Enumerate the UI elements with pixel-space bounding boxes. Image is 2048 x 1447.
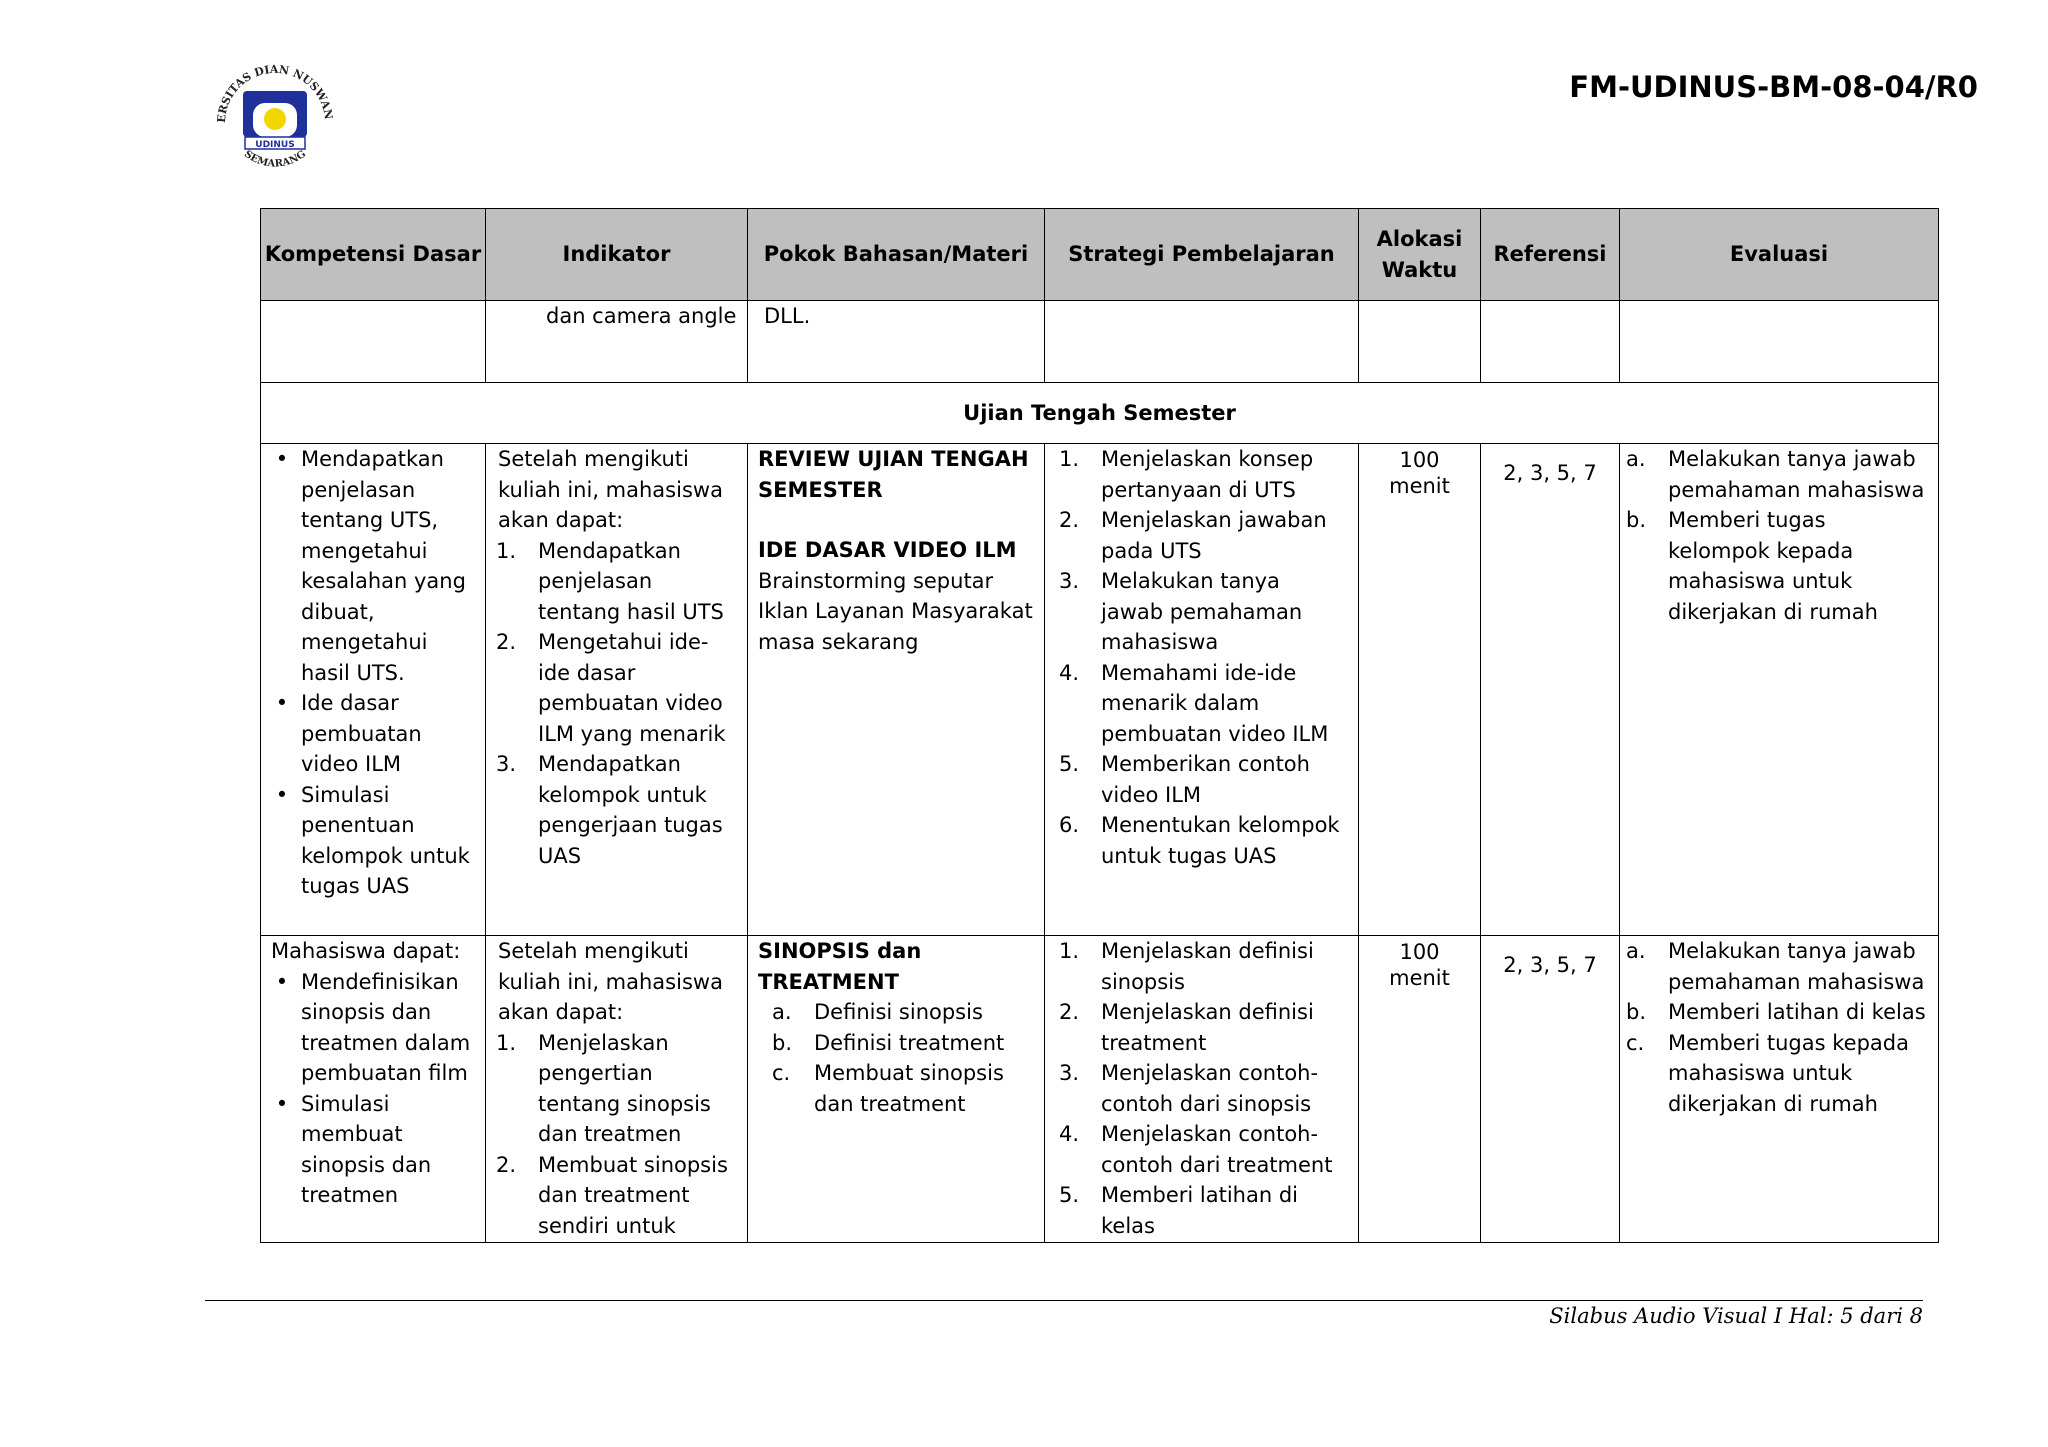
- list-item: 2. Menjelaskan jawaban pada UTS: [1059, 508, 1327, 563]
- header-kompetensi-dasar: Kompetensi Dasar: [261, 209, 486, 301]
- indikator-intro: Setelah mengikuti kuliah ini, mahasiswa akan dapat:: [498, 939, 723, 1024]
- header-pokok-bahasan: Pokok Bahasan/Materi: [748, 209, 1045, 301]
- kompetensi-intro: Mahasiswa dapat:: [271, 939, 461, 963]
- document-code: FM-UDINUS-BM-08-04/R0: [1569, 70, 1978, 104]
- list-item: 4. Menjelaskan contoh-contoh dari treatment: [1059, 1122, 1333, 1177]
- list-item: • Ide dasar pembuatan video ILM: [275, 691, 422, 776]
- list-item: 1. Mendapatkan penjelasan tentang hasil UTS: [496, 538, 724, 624]
- indikator-list: [486, 1028, 747, 1242]
- university-seal-logo: [205, 55, 345, 180]
- logo-ring-text: ERSITAS DIAN NUSWAN: [214, 62, 336, 124]
- list-item: • Mendapatkan penjelasan tentang UTS, mengetahui kesalahan yang dibuat, mengetahui hasil UTS.: [275, 447, 466, 685]
- list-item: 2. Menjelaskan definisi treatment: [1059, 1000, 1314, 1055]
- page-footer: Silabus Audio Visual I Hal: 5 dari 8: [1549, 1304, 1923, 1328]
- alokasi-waktu: 100 menit: [1389, 448, 1450, 498]
- list-item: 1. Menjelaskan definisi sinopsis: [1059, 939, 1314, 994]
- kompetensi-list: [261, 444, 485, 902]
- header-evaluasi: Evaluasi: [1620, 209, 1939, 301]
- header-strategi: Strategi Pembelajaran: [1045, 209, 1359, 301]
- list-item: a. Melakukan tanya jawab pemahaman mahasiswa: [1626, 939, 1925, 994]
- list-item: 5. Memberi latihan di kelas: [1059, 1183, 1298, 1238]
- header-indikator: Indikator: [486, 209, 748, 301]
- header-alokasi-waktu: Alokasi Waktu: [1359, 209, 1481, 301]
- list-item: c. Memberi tugas kepada mahasiswa untuk dikerjakan di rumah: [1626, 1030, 1909, 1116]
- list-item: 2. Membuat sinopsis dan treatment sendiri untuk: [496, 1152, 728, 1238]
- footer-divider: [205, 1300, 1923, 1301]
- materi-list: [748, 997, 1044, 1119]
- table-row: [261, 301, 1939, 383]
- svg-text:SEMARANG: [242, 149, 308, 170]
- referensi: 2, 3, 5, 7: [1503, 461, 1597, 485]
- strategi-list: [1045, 444, 1358, 871]
- list-item: 4. Memahami ide-ide menarik dalam pembuatan video ILM: [1059, 660, 1329, 746]
- header-referensi: Referensi: [1481, 209, 1620, 301]
- table-row: [261, 444, 1939, 936]
- indikator-list: [486, 536, 747, 872]
- materi-continuation: DLL.: [764, 304, 811, 328]
- list-item: 2. Mengetahui ide-ide dasar pembuatan video ILM yang menarik: [496, 630, 726, 746]
- list-item: 1. Menjelaskan pengertian tentang sinopsis dan treatmen: [496, 1030, 711, 1146]
- materi-text: Brainstorming seputar Iklan Layanan Masyarakat masa sekarang: [758, 568, 1033, 654]
- syllabus-table: [260, 208, 1939, 1243]
- list-item: 1. Menjelaskan konsep pertanyaan di UTS: [1059, 447, 1314, 502]
- indikator-intro: Setelah mengikuti kuliah ini, mahasiswa akan dapat:: [498, 447, 723, 532]
- list-item: 3. Mendapatkan kelompok untuk pengerjaan tugas UAS: [496, 752, 723, 868]
- strategi-list: [1045, 936, 1358, 1241]
- section-row: [261, 383, 1939, 444]
- list-item: 3. Menjelaskan contoh-contoh dari sinopsis: [1059, 1061, 1319, 1116]
- referensi: 2, 3, 5, 7: [1503, 953, 1597, 977]
- materi-title-ide-dasar: IDE DASAR VIDEO ILM: [758, 538, 1017, 562]
- list-item: a. Definisi sinopsis: [772, 1000, 983, 1024]
- list-item: • Mendefinisikan sinopsis dan treatmen dalam pembuatan film: [275, 969, 471, 1085]
- logo-bottom-text: SEMARANG: [241, 148, 309, 170]
- materi-title-sinopsis: SINOPSIS dan TREATMENT: [758, 939, 922, 994]
- list-item: c. Membuat sinopsis dan treatment: [772, 1061, 1004, 1116]
- section-title: Ujian Tengah Semester: [261, 383, 1939, 444]
- list-item: 3. Melakukan tanya jawab pemahaman mahasiswa: [1059, 569, 1303, 654]
- list-item: • Simulasi penentuan kelompok untuk tugas UAS: [275, 782, 470, 898]
- list-item: 6. Menentukan kelompok untuk tugas UAS: [1059, 813, 1340, 868]
- alokasi-waktu: 100 menit: [1389, 940, 1450, 990]
- table-header-row: [261, 209, 1939, 301]
- list-item: b. Memberi latihan di kelas: [1626, 1000, 1926, 1024]
- list-item: b. Definisi treatment: [772, 1030, 1005, 1055]
- list-item: • Simulasi membuat sinopsis dan treatmen: [275, 1091, 432, 1207]
- materi-title-review: REVIEW UJIAN TENGAH SEMESTER: [758, 447, 1029, 502]
- list-item: a. Melakukan tanya jawab pemahaman mahasiswa: [1626, 447, 1925, 502]
- evaluasi-list: [1620, 936, 1938, 1119]
- indikator-continuation: dan camera angle: [546, 304, 737, 328]
- kompetensi-list: [261, 967, 485, 1211]
- evaluasi-list: [1620, 444, 1938, 627]
- table-row: [261, 936, 1939, 1243]
- list-item: b. Memberi tugas kelompok kepada mahasiswa untuk dikerjakan di rumah: [1626, 508, 1878, 624]
- list-item: 5. Memberikan contoh video ILM: [1059, 752, 1310, 807]
- logo-center-text: UDINUS: [255, 140, 295, 150]
